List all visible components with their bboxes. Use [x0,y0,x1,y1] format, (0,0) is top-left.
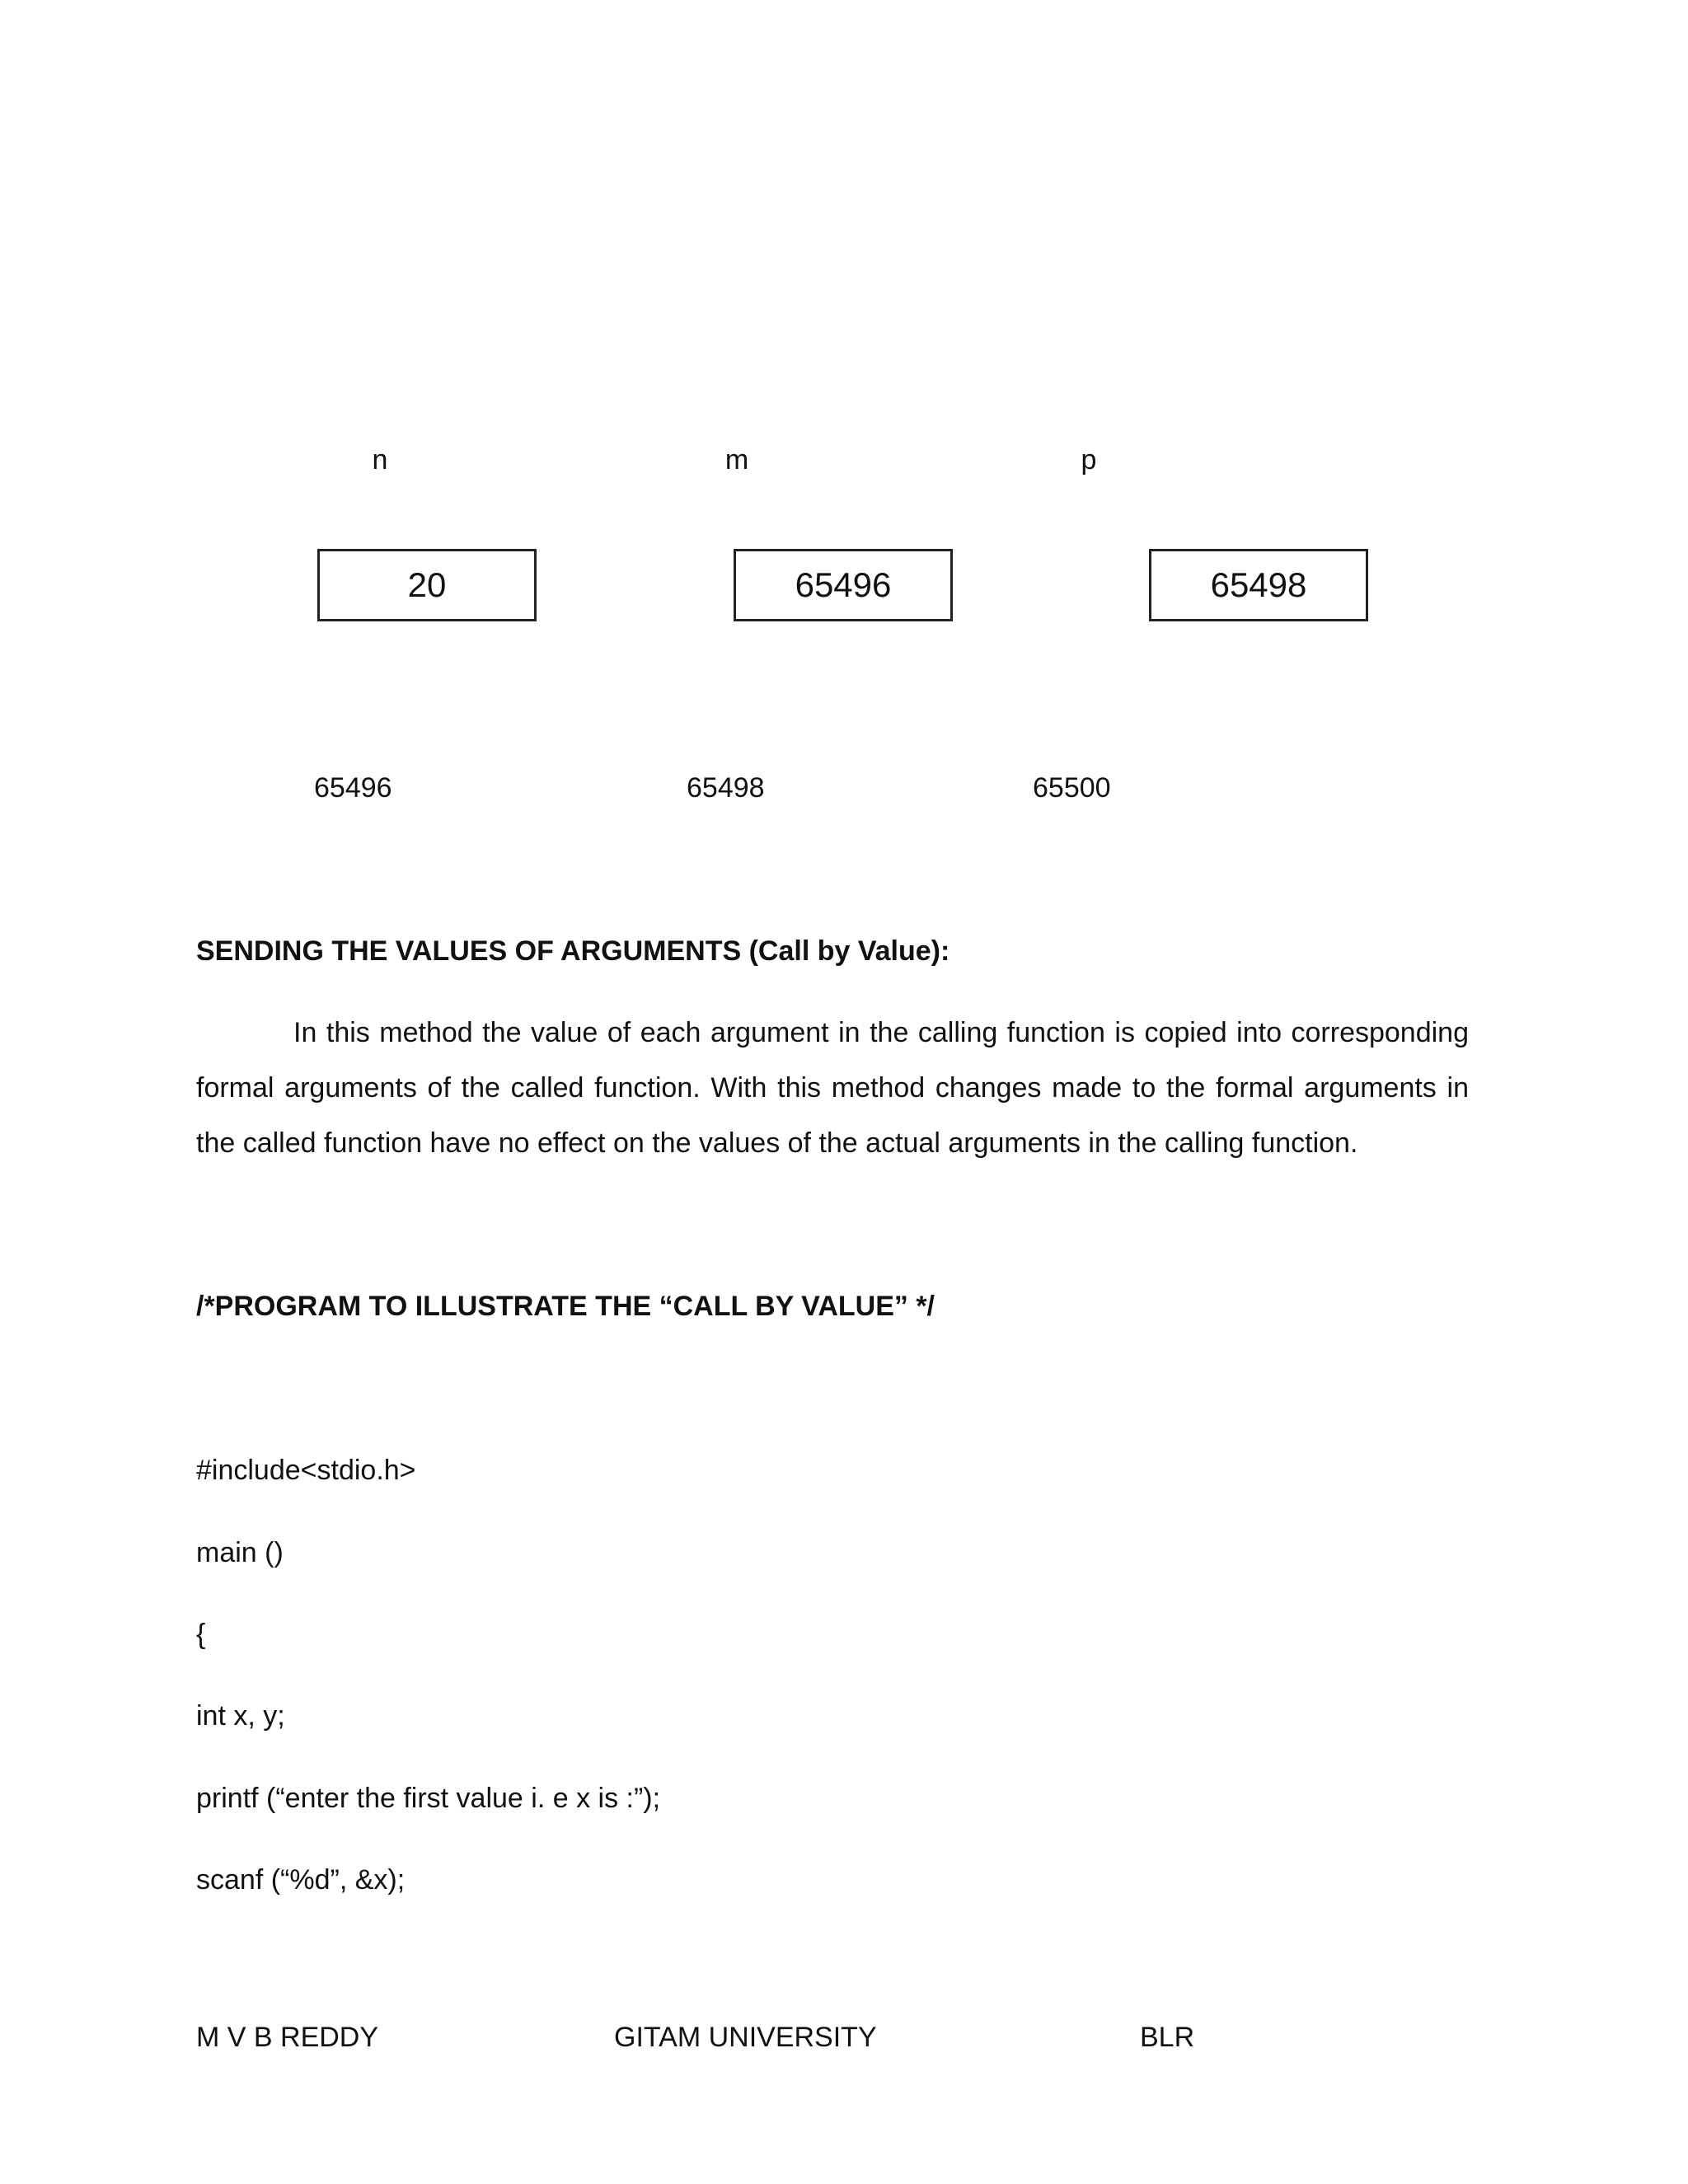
code-line-declaration: int x, y; [196,1700,285,1732]
code-line-scanf: scanf (“%d”, &x); [196,1864,406,1896]
memory-value-m: 65496 [795,565,892,604]
variable-name-p: p [1081,444,1097,476]
memory-address-p: 65500 [1033,772,1111,804]
footer-author: M V B REDDY [196,2022,379,2053]
memory-box-m [734,549,953,621]
program-title: /*PROGRAM TO ILLUSTRATE THE “CALL BY VALUE” */ [196,1291,935,1322]
memory-box-n [317,549,537,621]
footer-institution: GITAM UNIVERSITY [614,2022,877,2053]
footer-location: BLR [1140,2022,1195,2053]
memory-address-n: 65496 [314,772,392,804]
section-paragraph [196,1005,1469,1171]
code-line-open-brace: { [196,1619,206,1650]
code-line-include: #include<stdio.h> [196,1455,416,1486]
variable-name-n: n [372,444,388,476]
code-line-main: main () [196,1537,284,1568]
paragraph-text: In this method the value of each argument in the calling function is copied into corresponding formal arguments of the called function. With this method changes made to the formal arguments in the called function have no effect on the values of the actual arguments in the calling function. [196,1017,1469,1159]
variable-name-m: m [724,444,749,476]
memory-address-m: 65498 [687,772,765,804]
memory-value-p: 65498 [1210,565,1307,604]
code-line-printf: printf (“enter the first value i. e x is :”); [196,1783,661,1814]
memory-box-p [1149,549,1368,621]
section-heading: SENDING THE VALUES OF ARGUMENTS (Call by Value): [196,935,950,967]
memory-value-n: 20 [407,565,447,604]
